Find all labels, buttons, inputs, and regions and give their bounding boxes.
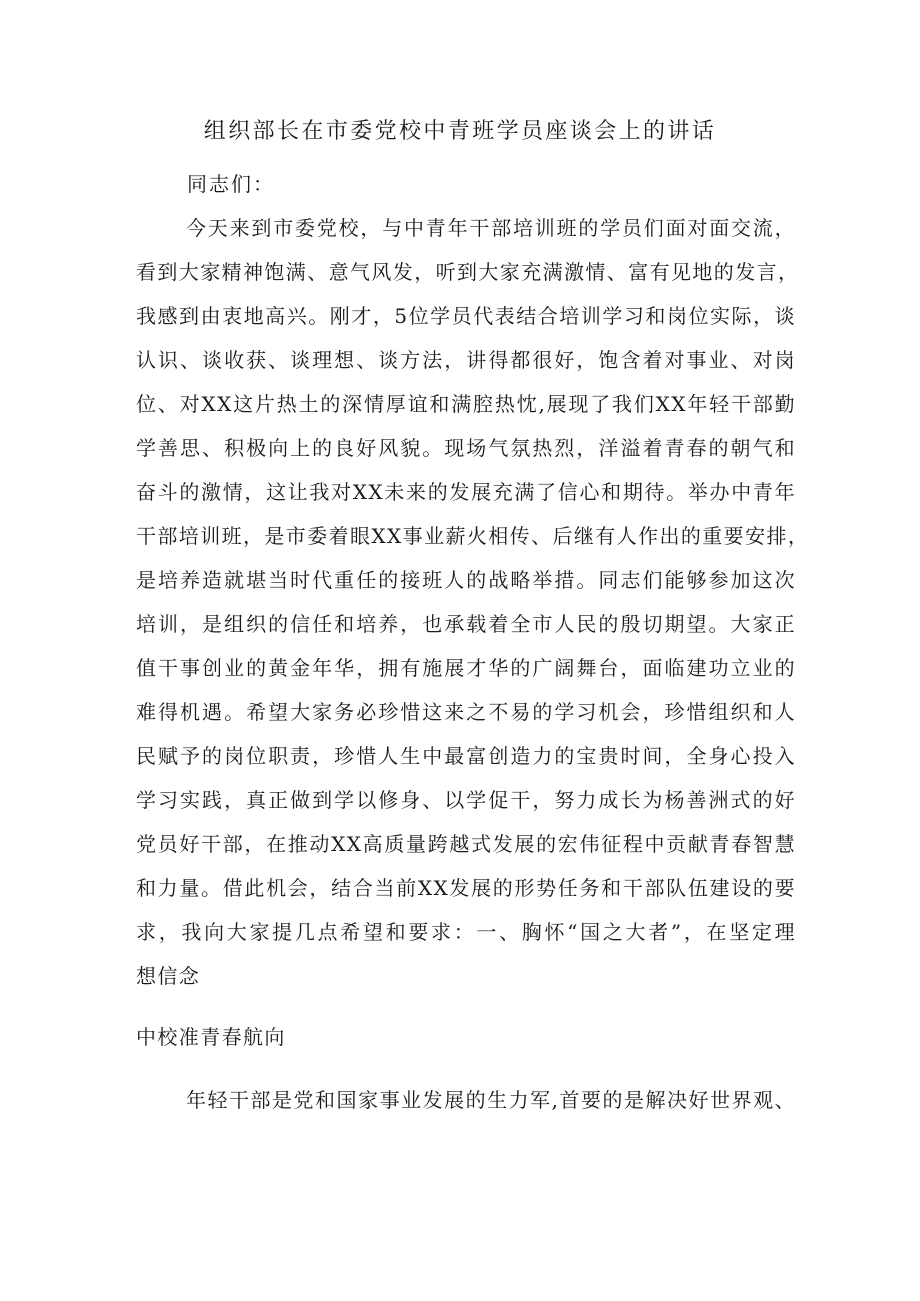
- paragraph-line: 值干事创业的黄金年华，拥有施展才华的广阔舞台，面临建功立业的: [136, 656, 796, 680]
- paragraph-line: 位、对XX这片热土的深情厚谊和满腔热忱,展现了我们XX年轻干部勤: [136, 392, 796, 416]
- paragraph-line: 想信念: [136, 964, 201, 988]
- document-title: 组织部长在市委党校中青班学员座谈会上的讲话: [203, 119, 717, 144]
- paragraph-line: 求，我向大家提几点希望和要求：一、胸怀“国之大者”，在坚定理: [136, 920, 796, 944]
- section-heading: 中校准青春航向: [136, 1025, 286, 1049]
- paragraph-line: 我感到由衷地高兴。刚才，5位学员代表结合培训学习和岗位实际，谈: [136, 304, 796, 328]
- paragraph-line: 和力量。借此机会，结合当前XX发展的形势任务和干部队伍建设的要: [136, 876, 796, 900]
- paragraph-line: 奋斗的激情，这让我对XX未来的发展充满了信心和期待。举办中青年: [136, 480, 796, 504]
- paragraph-line: 培训，是组织的信任和培养，也承载着全市人民的殷切期望。大家正: [136, 612, 796, 636]
- paragraph-line: 看到大家精神饱满、意气风发，听到大家充满激情、富有见地的发言，: [136, 260, 800, 284]
- paragraph-line: 学善思、积极向上的良好风貌。现场气氛热烈，洋溢着青春的朝气和: [136, 436, 796, 460]
- paragraph-line: 年轻干部是党和国家事业发展的生力军,首要的是解决好世界观、: [186, 1088, 796, 1112]
- paragraph-line: 是培养造就堪当时代重任的接班人的战略举措。同志们能够参加这次: [136, 568, 796, 592]
- paragraph-line: 党员好干部，在推动XX高质量跨越式发展的宏伟征程中贡献青春智慧: [136, 832, 796, 856]
- paragraph-line: 学习实践，真正做到学以修身、以学促干，努力成长为杨善洲式的好: [136, 788, 796, 812]
- paragraph-line: 难得机遇。希望大家务必珍惜这来之不易的学习机会，珍惜组织和人: [136, 700, 796, 724]
- paragraph-line: 今天来到市委党校，与中青年干部培训班的学员们面对面交流，: [186, 216, 796, 240]
- paragraph-line: 干部培训班，是市委着眼XX事业薪火相传、后继有人作出的重要安排，: [136, 524, 810, 548]
- salutation: 同志们：: [187, 172, 275, 196]
- paragraph-line: 民赋予的岗位职责，珍惜人生中最富创造力的宝贵时间，全身心投入: [136, 744, 796, 768]
- paragraph-line: 认识、谈收获、谈理想、谈方法，讲得都很好，饱含着对事业、对岗: [136, 348, 796, 372]
